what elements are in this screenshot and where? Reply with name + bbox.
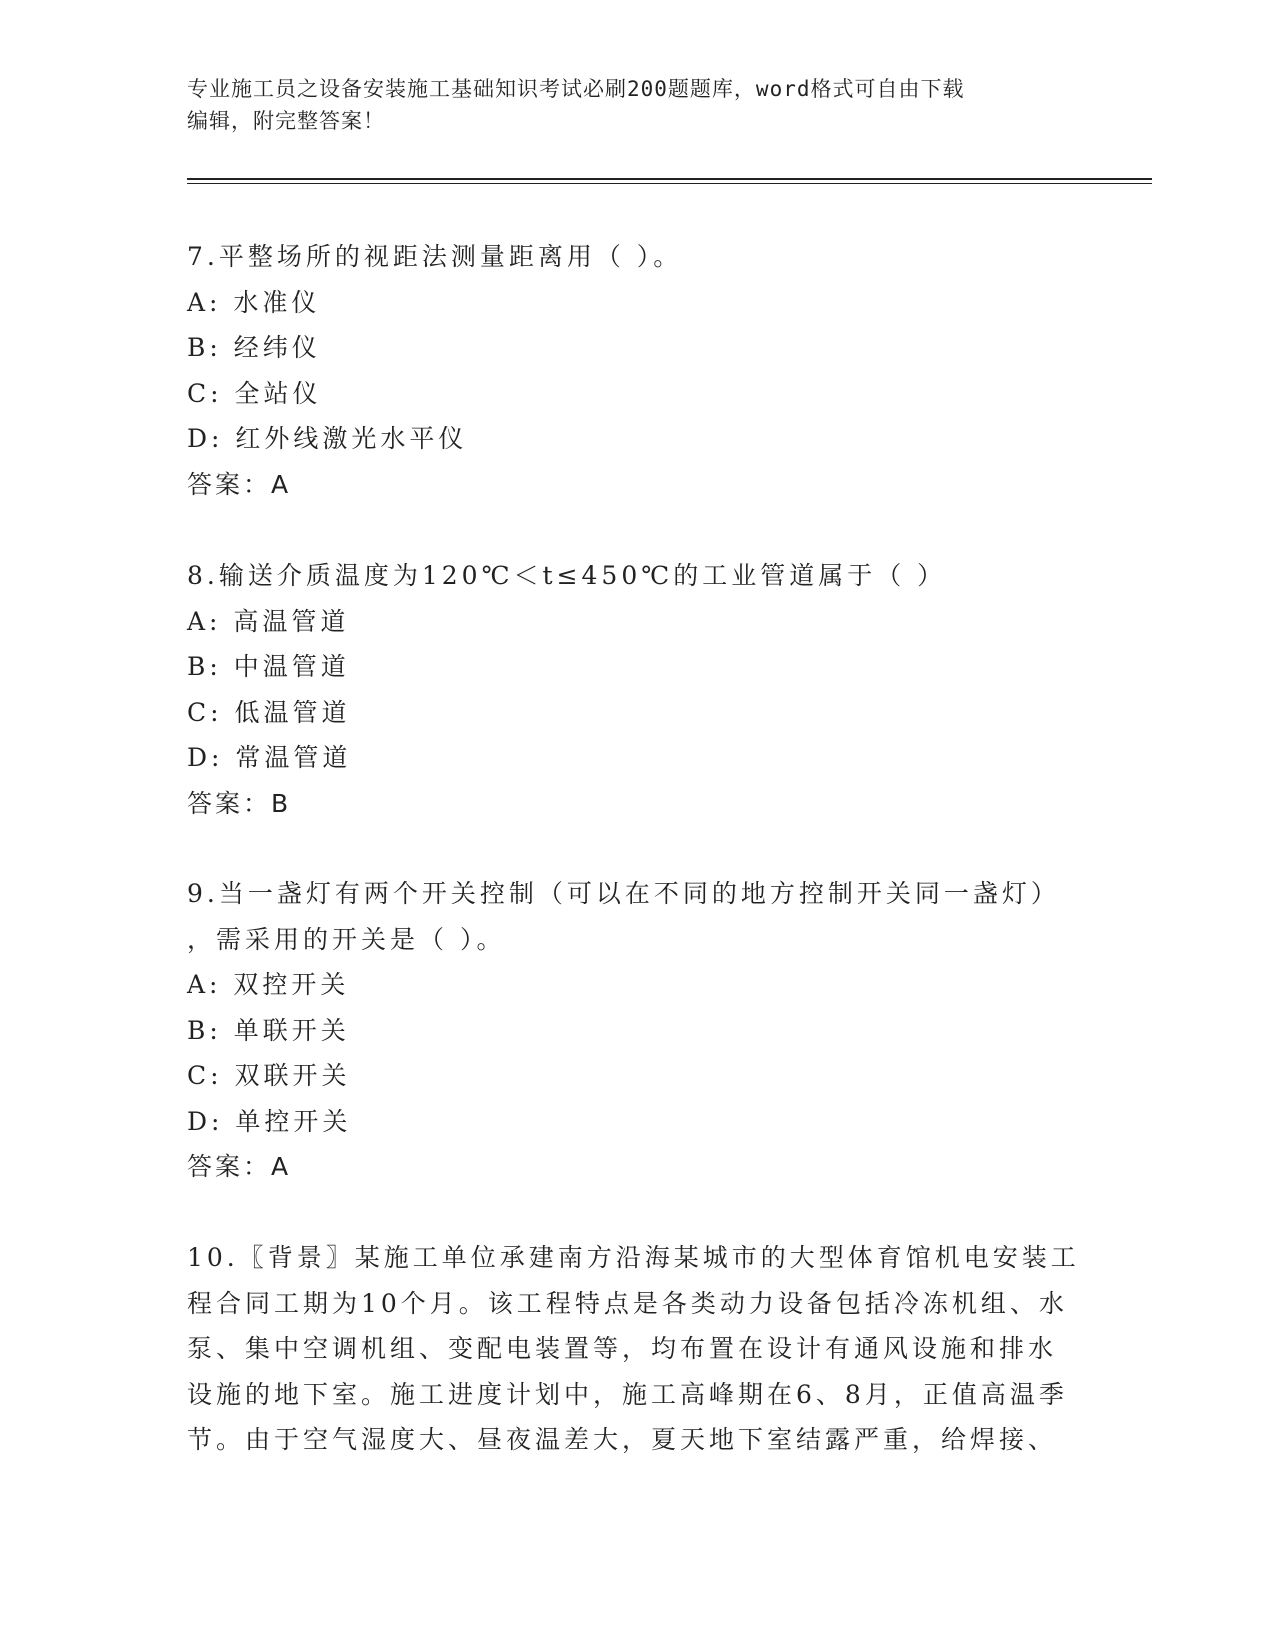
option-b: B: 经纬仪 [187, 333, 321, 362]
answer-line: 答案：A [187, 469, 292, 499]
option-a: A: 水准仪 [187, 287, 321, 317]
option-d: D: 红外线激光水平仪 [187, 424, 468, 453]
option-c: C: 全站仪 [187, 378, 322, 408]
option-d: D: 常温管道 [187, 743, 352, 772]
header-title-line-2: 编辑，附完整答案！ [187, 109, 385, 133]
answer-line: 答案：B [187, 788, 292, 818]
question-8 [187, 553, 1087, 826]
question-10 [187, 1235, 1087, 1463]
question-stem: 7.平整场所的视距法测量距离用（ ）。 [187, 242, 683, 271]
header-divider-thick [187, 178, 1152, 180]
document-header [187, 73, 1077, 137]
question-stem-line-3: 泵、集中空调机组、变配电装置等，均布置在设计有通风设施和排水 [187, 1334, 1058, 1363]
option-a: A: 双控开关 [187, 970, 350, 999]
option-d: D: 单控开关 [187, 1106, 352, 1136]
question-stem-line-4: 设施的地下室。施工进度计划中，施工高峰期在6、8月，正值高温季 [187, 1379, 1068, 1409]
question-7 [187, 234, 1087, 507]
option-a: A: 高温管道 [187, 606, 350, 636]
question-stem-line-1: 9.当一盏灯有两个开关控制（可以在不同的地方控制开关同一盏灯） [187, 879, 1060, 908]
option-b: B: 单联开关 [187, 1015, 350, 1045]
option-c: C: 低温管道 [187, 697, 351, 727]
header-divider-thin [187, 183, 1152, 184]
answer-line: 答案：A [187, 1152, 292, 1181]
question-stem-line-1: 10.〖背景〗某施工单位承建南方沿海某城市的大型体育馆机电安装工 [187, 1243, 1080, 1272]
question-stem-line-2: 程合同工期为10个月。该工程特点是各类动力设备包括冷冻机组、水 [187, 1288, 1068, 1318]
question-stem-line-5: 节。由于空气湿度大、昼夜温差大，夏天地下室结露严重，给焊接、 [187, 1425, 1058, 1454]
question-stem: 8.输送介质温度为120℃＜t≤450℃的工业管道属于（ ） [187, 561, 947, 590]
question-9 [187, 871, 1087, 1190]
header-title-line-1: 专业施工员之设备安装施工基础知识考试必刷200题题库，word格式可自由下载 [187, 77, 965, 101]
option-b: B: 中温管道 [187, 652, 350, 681]
option-c: C: 双联开关 [187, 1061, 351, 1090]
question-stem-line-2: ，需采用的开关是（ ）。 [187, 924, 506, 954]
